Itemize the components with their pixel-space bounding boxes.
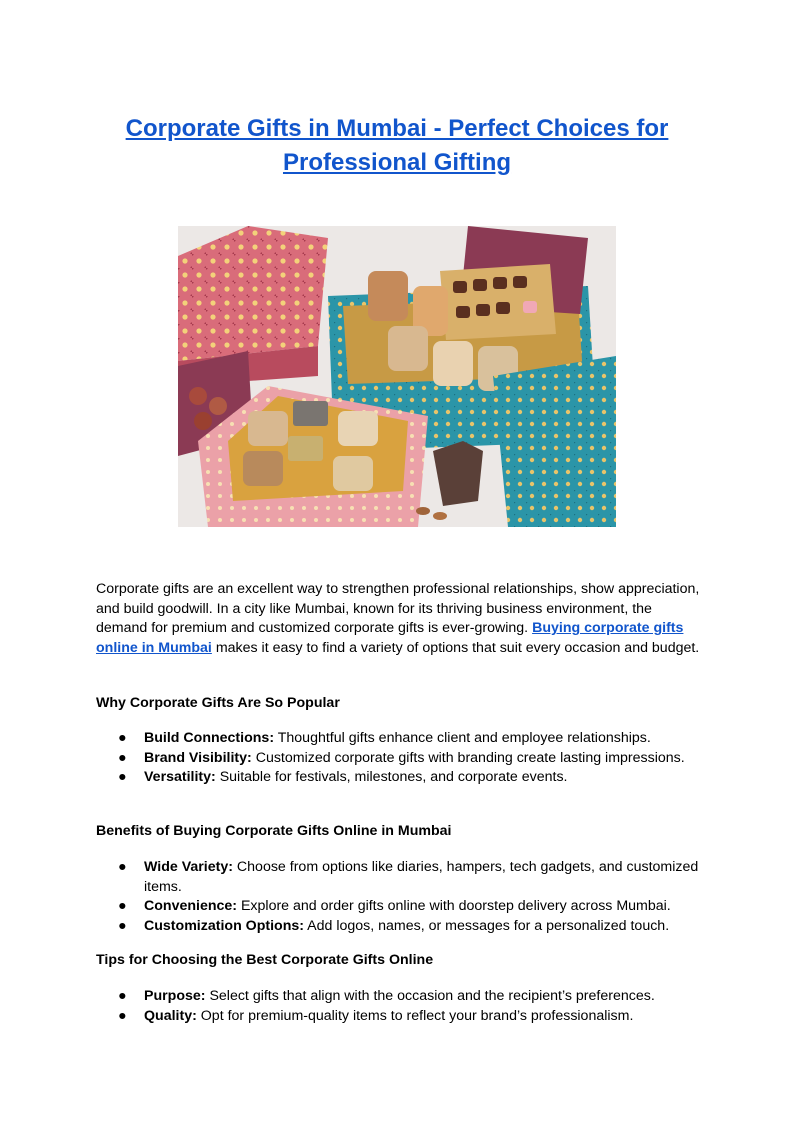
item-text: Customized corporate gifts with branding create lasting impressions. bbox=[251, 749, 685, 766]
item-text: Thoughtful gifts enhance client and employee relationships. bbox=[274, 730, 651, 746]
bullet-icon: ● bbox=[118, 769, 127, 785]
intro-text-end: makes it easy to find a variety of options that suit every occasion and budget. bbox=[211, 639, 700, 656]
intro-paragraph bbox=[96, 580, 706, 658]
list-item bbox=[96, 917, 706, 937]
item-text: Opt for premium-quality items to reflect your brand’s professionalism. bbox=[196, 1007, 634, 1024]
list-item bbox=[96, 768, 706, 788]
item-text: Suitable for festivals, milestones, and corporate events. bbox=[215, 769, 568, 785]
item-label: Build Connections: bbox=[144, 730, 275, 746]
intro-text: Corporate gifts are an excellent way to strengthen professional relationships, show appreciation, and build goodwill. In a city like Mumbai, known for its thriving business environment, the demand for premium and customized corporate gifts is ever-growing. bbox=[96, 581, 700, 636]
item-text: Select gifts that align with the occasion and the recipient’s preferences. bbox=[205, 988, 655, 1004]
item-label: Customization Options: bbox=[144, 917, 304, 934]
bullet-icon: ● bbox=[118, 1007, 127, 1024]
section-heading-popular: Why Corporate Gifts Are So Popular bbox=[96, 695, 340, 711]
list-item bbox=[96, 987, 706, 1007]
item-label: Versatility: bbox=[144, 769, 216, 785]
item-text: Choose from options like diaries, hampers, tech gadgets, and customized items. bbox=[144, 859, 699, 895]
gift-boxes-photo bbox=[178, 226, 616, 527]
bullet-icon: ● bbox=[118, 898, 127, 914]
list-item bbox=[96, 897, 706, 917]
bullet-icon: ● bbox=[118, 749, 127, 766]
list-item bbox=[96, 749, 706, 769]
bullet-icon: ● bbox=[118, 859, 127, 875]
popular-list bbox=[96, 729, 706, 788]
item-label: Brand Visibility: bbox=[144, 749, 252, 766]
item-text: Add logos, names, or messages for a personalized touch. bbox=[304, 917, 670, 934]
bullet-icon: ● bbox=[118, 988, 127, 1004]
section-heading-tips: Tips for Choosing the Best Corporate Gifts Online bbox=[96, 952, 434, 968]
section-heading-benefits: Benefits of Buying Corporate Gifts Online in Mumbai bbox=[96, 823, 452, 839]
bullet-icon: ● bbox=[118, 730, 127, 746]
list-item bbox=[96, 858, 706, 897]
buying-gifts-link[interactable]: Buying corporate gifts online in Mumbai bbox=[96, 620, 684, 656]
list-item bbox=[96, 1007, 706, 1027]
item-text: Explore and order gifts online with doorstep delivery across Mumbai. bbox=[237, 898, 671, 914]
item-label: Convenience: bbox=[144, 898, 238, 914]
item-label: Purpose: bbox=[144, 988, 206, 1004]
page-title[interactable]: Corporate Gifts in Mumbai - Perfect Choices for Professional Gifting bbox=[125, 115, 669, 176]
tips-list bbox=[96, 987, 706, 1026]
item-label: Quality: bbox=[144, 1007, 197, 1024]
list-item bbox=[96, 729, 706, 749]
bullet-icon: ● bbox=[118, 917, 127, 934]
item-label: Wide Variety: bbox=[144, 859, 233, 875]
benefits-list bbox=[96, 858, 706, 936]
